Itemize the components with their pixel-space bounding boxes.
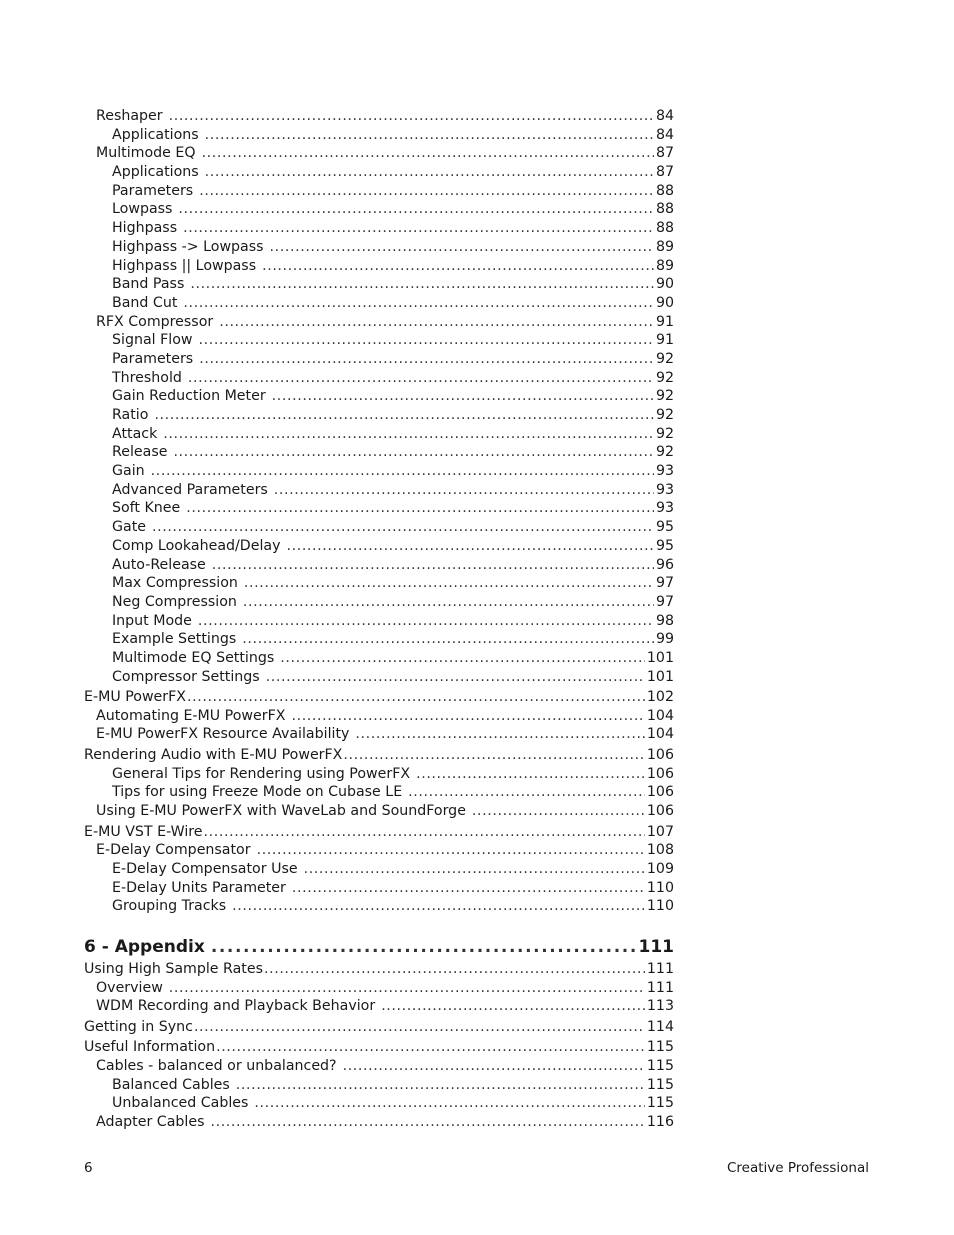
toc-entry-page: 88 [655,220,674,237]
toc-entry-page: 91 [655,313,674,330]
toc-entry-page: 111 [646,960,674,977]
toc-entry-label: 6 - Appendix [84,936,205,957]
toc-entry[interactable] [84,163,674,182]
toc-entry-label: Cables - balanced or unbalanced? [96,1057,337,1074]
toc-dot-leader [304,860,645,879]
toc-entry-label: Unbalanced Cables [112,1095,249,1112]
toc-entry[interactable] [84,802,674,821]
toc-entry-label: Reshaper [96,108,163,124]
toc-entry-label: Ratio [112,407,149,423]
toc-entry-label: Lowpass [112,201,173,218]
toc-entry-label: Rendering Audio with E-MU PowerFX [84,746,343,763]
toc-entry[interactable] [84,462,674,481]
footer-publisher: Creative Professional [726,1160,869,1176]
toc-entry-label: Gain Reduction Meter [112,388,266,405]
toc-dot-leader [243,593,654,612]
toc-entry-page: 91 [655,332,674,349]
toc-dot-leader [270,238,654,257]
toc-entry-label: Balanced Cables [112,1076,230,1093]
toc-entry[interactable] [84,425,674,444]
toc-entry[interactable] [84,144,674,163]
toc-entry[interactable] [84,668,674,687]
toc-entry-page: 93 [655,481,674,498]
toc-entry-page: 111 [638,936,674,957]
toc-entry-label: Multimode EQ [96,145,196,162]
toc-dot-leader [212,556,654,575]
toc-entry[interactable] [84,765,674,784]
toc-entry[interactable] [84,707,674,726]
toc-entry-label: Adapter Cables [96,1114,205,1131]
toc-entry-page: 92 [655,388,674,405]
toc-dot-leader [343,746,645,765]
toc-dot-leader [210,1113,644,1132]
toc-entry-page: 95 [655,537,674,554]
toc-entry-label: Getting in Sync [84,1018,193,1035]
toc-dot-leader [211,935,635,959]
toc-entry-page: 92 [655,444,674,461]
toc-entry[interactable] [84,369,674,388]
toc-entry[interactable] [84,443,674,462]
toc-entry-label: Automating E-MU PowerFX [96,707,286,724]
toc-entry-label: Using E-MU PowerFX with WaveLab and SoundForge [96,803,466,820]
toc-entry[interactable] [84,387,674,406]
toc-entry-page: 110 [646,898,674,915]
toc-entry-label: Highpass -> Lowpass [112,238,264,255]
toc-dot-leader [199,350,654,369]
toc-dot-leader [190,275,654,294]
toc-entry-label: E-Delay Compensator Use [112,860,298,877]
toc-entry[interactable] [84,313,674,332]
toc-entry[interactable] [84,879,674,898]
toc-entry-label: Neg Compression [112,593,237,610]
toc-dot-leader [272,387,654,406]
toc-entry[interactable] [84,219,674,238]
toc-entry-label: Advanced Parameters [112,481,268,498]
toc-entry[interactable] [84,649,674,668]
toc-entry[interactable] [84,275,674,294]
toc-entry-label: Applications [112,126,199,143]
toc-dot-leader [262,257,654,276]
toc-entry-page: 88 [655,182,674,199]
toc-dot-leader [169,979,645,998]
toc-entry-label: Useful Information [84,1039,216,1056]
toc-entry-label: Applications [112,164,199,181]
toc-dot-leader [183,219,654,238]
toc-entry-page: 106 [646,803,674,820]
toc-entry-label: E-MU PowerFX [84,689,186,706]
toc-entry[interactable] [84,1038,674,1057]
toc-entry[interactable] [84,537,674,556]
toc-entry[interactable] [84,200,674,219]
toc-dot-leader [198,331,653,350]
toc-entry-page: 87 [655,164,674,181]
toc-dot-leader [242,630,654,649]
toc-dot-leader [472,802,645,821]
toc-entry-label: General Tips for Rendering using PowerFX [112,765,411,782]
toc-entry[interactable] [84,499,674,518]
toc-dot-leader [408,783,645,802]
toc-dot-leader [154,406,654,425]
toc-entry[interactable] [84,746,674,765]
toc-entry-page: 114 [646,1018,674,1035]
toc-entry-page: 92 [655,369,674,386]
toc-dot-leader [187,688,645,707]
toc-entry-label: Attack [112,425,158,442]
toc-chapter-entry[interactable] [84,935,674,959]
toc-entry-page: 115 [646,1076,674,1093]
toc-entry-label: Signal Flow [112,332,193,349]
toc-dot-leader [183,294,654,313]
toc-entry-label: WDM Recording and Playback Behavior [96,998,376,1015]
toc-dot-leader [219,313,654,332]
toc-entry[interactable] [84,960,674,979]
toc-dot-leader [244,574,654,593]
toc-entry-label: Example Settings [112,631,237,648]
toc-entry-label: E-Delay Compensator [96,842,251,859]
toc-entry-label: Parameters [112,350,194,367]
toc-dot-leader [232,897,645,916]
toc-entry[interactable] [84,593,674,612]
toc-entry-label: Gain [112,463,145,480]
toc-entry-label: E-Delay Units Parameter [112,879,286,896]
toc-entry-page: 113 [646,998,674,1015]
toc-entry[interactable] [84,481,674,500]
toc-entry[interactable] [84,725,674,744]
toc-entry-page: 89 [655,238,674,255]
toc-entry-label: Overview [96,979,163,996]
toc-entry-page: 97 [655,593,674,610]
toc-dot-leader [198,612,654,631]
toc-entry-label: E-MU VST E-Wire [84,823,203,840]
toc-dot-leader [202,144,654,163]
toc-dot-leader [205,163,654,182]
toc-dot-leader [280,649,645,668]
toc-entry-page: 107 [646,823,674,840]
toc-dot-leader [254,1094,644,1113]
toc-entry-page: 92 [655,350,674,367]
table-of-contents [84,107,674,1132]
toc-dot-leader [264,960,645,979]
toc-entry[interactable] [84,238,674,257]
toc-entry-page: 106 [646,784,674,801]
toc-entry[interactable] [84,182,674,201]
toc-entry[interactable] [84,823,674,842]
toc-entry[interactable] [84,783,674,802]
footer-page-number: 6 [84,1160,93,1176]
toc-entry-label: Auto-Release [112,556,206,573]
toc-entry-page: 92 [655,425,674,442]
toc-entry-page: 116 [646,1114,674,1131]
toc-entry[interactable] [84,997,674,1016]
toc-entry-label: Using High Sample Rates [84,960,263,977]
toc-entry-page: 90 [655,276,674,293]
toc-entry[interactable] [84,1076,674,1095]
toc-entry-page: 106 [646,765,674,782]
toc-entry-page: 104 [646,726,674,743]
toc-dot-leader [186,499,654,518]
toc-dot-leader [286,537,653,556]
toc-dot-leader [216,1038,645,1057]
toc-entry-page: 108 [646,842,674,859]
toc-entry-page: 102 [646,689,674,706]
toc-entry-label: Gate [112,519,146,536]
toc-dot-leader [381,997,645,1016]
toc-entry[interactable] [84,979,674,998]
toc-entry[interactable] [84,257,674,276]
toc-entry-label: Compressor Settings [112,668,260,685]
toc-entry-page: 84 [655,126,674,143]
toc-entry-page: 104 [646,707,674,724]
toc-entry-page: 87 [655,145,674,162]
toc-entry[interactable] [84,331,674,350]
toc-entry-page: 109 [646,860,674,877]
toc-entry[interactable] [84,1113,674,1132]
toc-dot-leader [292,879,645,898]
toc-entry[interactable] [84,294,674,313]
toc-entry-label: Soft Knee [112,500,181,517]
toc-entry[interactable] [84,107,674,126]
toc-entry-page: 99 [655,631,674,648]
toc-entry-label: Parameters [112,182,194,199]
toc-entry-label: Comp Lookahead/Delay [112,537,281,554]
toc-entry-label: E-MU PowerFX Resource Availability [96,726,350,743]
toc-entry-page: 90 [655,294,674,311]
toc-entry[interactable] [84,860,674,879]
toc-entry-page: 97 [655,575,674,592]
toc-entry-label: Threshold [112,369,182,386]
toc-dot-leader [416,765,645,784]
toc-entry[interactable] [84,406,674,425]
toc-entry-label: Multimode EQ Settings [112,649,275,666]
toc-entry-page: 84 [655,108,674,124]
toc-entry[interactable] [84,1094,674,1113]
toc-entry-page: 92 [655,407,674,423]
toc-entry-page: 111 [646,979,674,996]
toc-dot-leader [169,107,654,126]
toc-entry-page: 115 [646,1057,674,1074]
toc-dot-leader [291,707,644,726]
toc-dot-leader [205,126,654,145]
toc-entry-label: Band Pass [112,276,185,293]
toc-dot-leader [257,841,645,860]
toc-entry-page: 96 [655,556,674,573]
toc-entry-label: Highpass || Lowpass [112,257,257,274]
toc-dot-leader [163,425,654,444]
toc-entry-page: 88 [655,201,674,218]
toc-entry[interactable] [84,897,674,916]
toc-entry-page: 101 [646,649,674,666]
toc-entry-page: 101 [646,668,674,685]
toc-dot-leader [343,1057,645,1076]
toc-dot-leader [236,1076,645,1095]
toc-entry[interactable] [84,1018,674,1037]
toc-dot-leader [188,369,654,388]
toc-entry-page: 115 [646,1095,674,1112]
toc-entry[interactable] [84,556,674,575]
toc-entry[interactable] [84,630,674,649]
toc-entry[interactable] [84,126,674,145]
toc-entry[interactable] [84,841,674,860]
toc-dot-leader [266,668,645,687]
toc-dot-leader [152,518,654,537]
toc-dot-leader [194,1018,645,1037]
toc-entry-label: Band Cut [112,294,178,311]
toc-entry-page: 95 [655,519,674,536]
toc-entry-label: Input Mode [112,612,192,629]
toc-entry-label: Tips for using Freeze Mode on Cubase LE [112,784,403,801]
toc-dot-leader [173,443,654,462]
toc-entry-label: Highpass [112,220,178,237]
toc-entry[interactable] [84,350,674,369]
toc-entry-label: Grouping Tracks [112,898,227,915]
toc-entry-label: Max Compression [112,575,238,592]
toc-entry-page: 110 [646,879,674,896]
toc-dot-leader [274,481,654,500]
toc-entry-page: 115 [646,1039,674,1056]
toc-entry-page: 89 [655,257,674,274]
toc-entry[interactable] [84,612,674,631]
toc-dot-leader [355,725,645,744]
toc-entry-page: 93 [655,500,674,517]
toc-dot-leader [151,462,654,481]
toc-entry[interactable] [84,518,674,537]
toc-dot-leader [199,182,654,201]
toc-dot-leader [178,200,654,219]
toc-entry[interactable] [84,688,674,707]
toc-entry[interactable] [84,574,674,593]
toc-entry-page: 93 [655,463,674,480]
toc-entry-page: 98 [655,612,674,629]
toc-entry-label: RFX Compressor [96,313,214,330]
toc-entry[interactable] [84,1057,674,1076]
toc-dot-leader [204,823,645,842]
toc-entry-page: 106 [646,746,674,763]
toc-entry-label: Release [112,444,168,461]
